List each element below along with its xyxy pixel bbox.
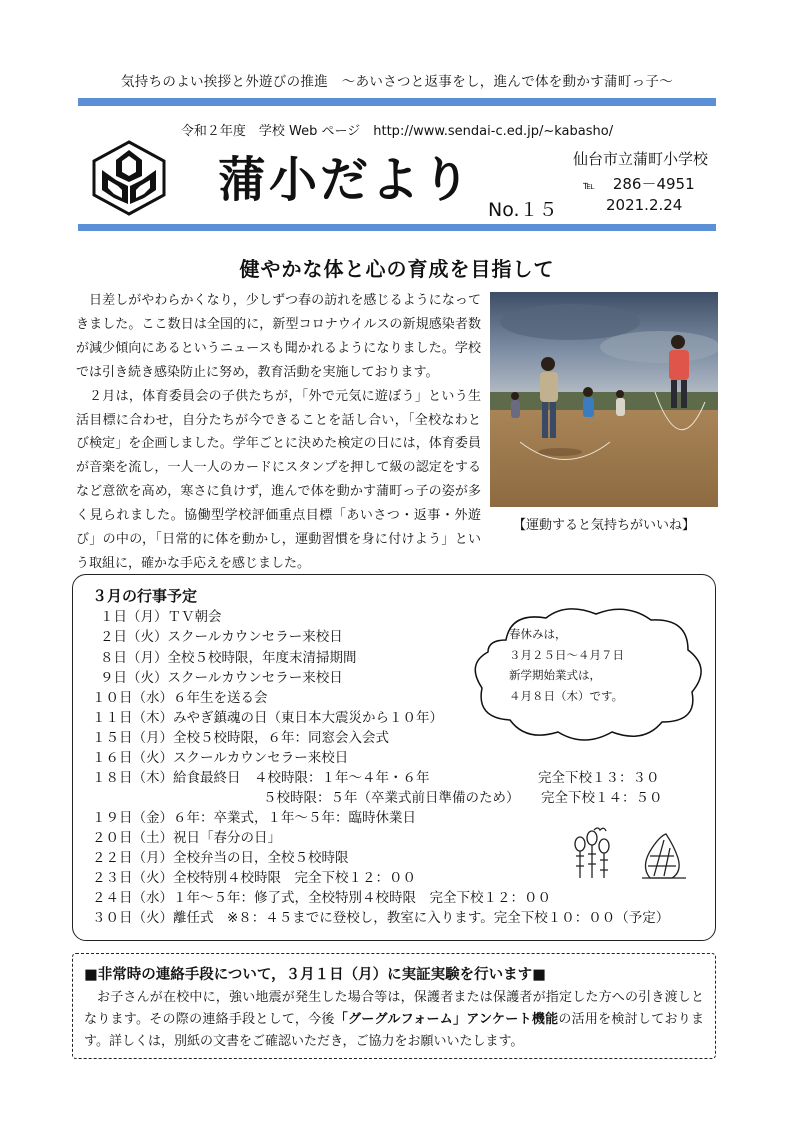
school-emblem-icon — [90, 140, 168, 216]
issue-number: No.１５ — [488, 199, 558, 221]
notice-body — [84, 987, 704, 1053]
header-bottom-divider — [78, 224, 716, 231]
notice-text: の活用を検討しております。詳しくは，別紙の文書をご確認いただき，ご協力をお願いいたします。 — [84, 1012, 704, 1049]
issue-date: 2021.2.24 — [606, 196, 683, 214]
event-item: １１日（木）みやぎ鎮魂の日（東日本大震災から１０年） — [92, 710, 443, 726]
spring-break-line: 春休みは， — [509, 627, 567, 641]
spring-break-line: ４月８日（木）です。 — [509, 688, 624, 703]
spring-break-line: 新学期始業式は， — [509, 668, 601, 682]
school-name: 仙台市立蒲町小学校 — [573, 150, 709, 168]
event-item: １９日（金）６年：卒業式，１年～５年：臨時休業日 — [92, 810, 416, 826]
event-item: １５日（月）全校５校時限，６年：同窓会入会式 — [92, 730, 389, 746]
article-body — [76, 289, 481, 576]
event-item: ３０日（火）離任式 ※８：４５までに登校し，教室に入ります。完全下校１０：００（予定） — [92, 910, 670, 926]
tel-label: ℡ — [583, 179, 595, 192]
event-item — [263, 788, 663, 808]
article-paragraph-1: 日差しがやわらかくなり，少しずつ春の訪れを感じるようになってきました。ここ数日は全国的に，新型コロナウイルスの新規感染者数が減少傾向にあるというニュースも聞かれるようになりました。学校では引き続き感染防止に努め，教育活動を実施しております。 — [76, 293, 481, 380]
article-headline: 健やかな体と心の育成を目指して — [239, 257, 555, 281]
newsletter-title: 蒲小だより — [218, 152, 474, 208]
event-item: １０日（水）６年生を送る会 — [92, 690, 268, 706]
event-item-text: ５校時限：５年（卒業式前日準備のため） — [263, 790, 520, 806]
event-item: ２２日（月）全校弁当の日，全校５校時限 — [92, 850, 349, 866]
event-dismissal-time: 完全下校１３：３０ — [538, 770, 660, 786]
telephone — [583, 173, 695, 194]
photo-caption: 【運動すると気持ちがいいね】 — [512, 518, 695, 533]
notice-title: ■非常時の連絡手段について，３月１日（月）に実証実験を行います■ — [84, 967, 546, 983]
events-title: ３月の行事予定 — [92, 587, 198, 605]
event-item: １６日（火）スクールカウンセラー来校日 — [92, 750, 349, 766]
event-dismissal-time: 完全下校１４：５０ — [541, 790, 663, 806]
event-item: １日（月）ＴＶ朝会 — [100, 609, 222, 625]
horsetail-bamboo-shoot-illustration-icon — [570, 826, 700, 881]
event-item: ２日（火）スクールカウンセラー来校日 — [100, 629, 343, 645]
event-item: ２４日（水）１年～５年：修了式，全校特別４校時限 完全下校１２：００ — [92, 890, 551, 906]
event-item: ２０日（土）祝日「春分の日」 — [92, 830, 281, 846]
slogan: 気持ちのよい挨拶と外遊びの推進 ～あいさつと返事をし，進んで体を動かす蒲町っ子～ — [121, 74, 673, 90]
spring-break-line: ３月２５日～４月７日 — [509, 647, 624, 662]
event-item: ９日（火）スクールカウンセラー来校日 — [100, 670, 343, 686]
tel-number: 286－4951 — [612, 175, 695, 193]
event-item: ２３日（火）全校特別４校時限 完全下校１２：００ — [92, 870, 416, 886]
article-paragraph-2: ２月は，体育委員会の子供たちが，「外で元気に遊ぼう」という生活目標に合わせ，自分たちが今できることを話し合い，「全校なわとび検定」を企画しました。学年ごとに決めた検定の日には，体育委員が音楽を流し，一人一人のカードにスタンプを押して級の認定をするなど意欲を高め，寒さに負けず，進んで体を動かす蒲町っ子の姿が多く見られました。協働型学校評価重点目標「あいさつ・返事・外遊び」の中の，「日常的に体を動かし，運動習慣を身に付けよう」という取組に，確かな手応えを感じました。 — [76, 388, 481, 571]
spring-break-note — [509, 624, 624, 706]
top-divider — [78, 98, 716, 106]
event-item: ８日（月）全校５校時限，年度末清掃期間 — [100, 650, 357, 666]
notice-text: お子さんが在校中に，強い地震が発生した場合等は，保護者または保護者が指定した方への引き渡しとなります。その際の連絡手段として，今後 — [84, 990, 704, 1027]
event-item — [92, 768, 660, 788]
jump-rope-photo — [490, 292, 718, 507]
notice-emphasis: 「グーグルフォーム」アンケート機能 — [334, 1012, 559, 1027]
web-address-line: 令和２年度 学校 Web ページ http://www.sendai-c.ed.jp/~kabasho/ — [180, 124, 614, 139]
event-item-text: １８日（木）給食最終日 ４校時限：１年～４年・６年 — [92, 770, 430, 786]
